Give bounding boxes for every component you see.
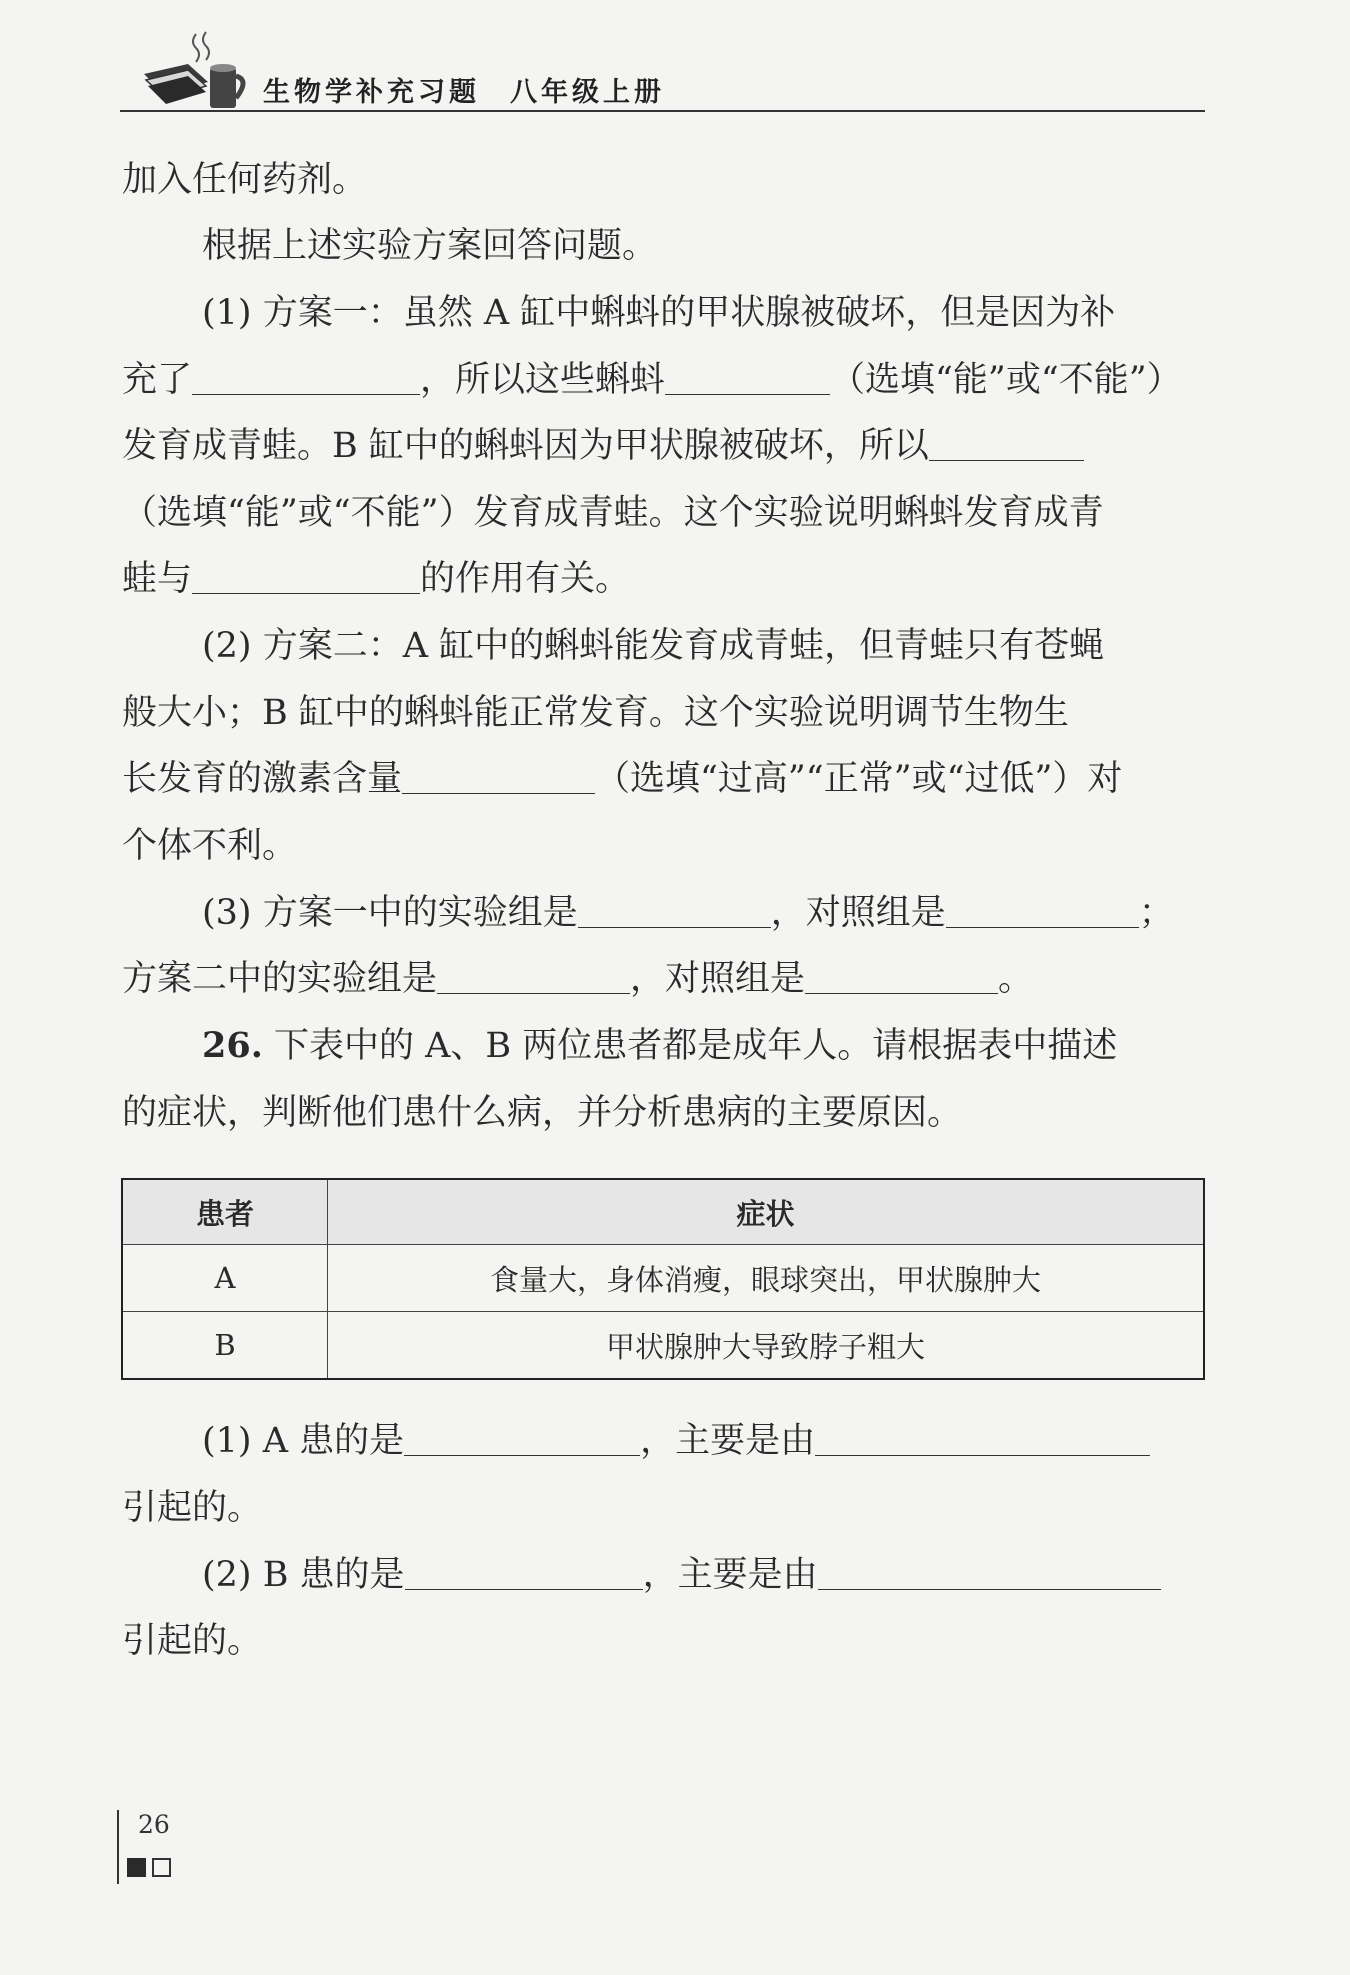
symptom-cell: 甲状腺肿大导致脖子粗大 (328, 1312, 1205, 1380)
question-26-stem: 的症状，判断他们患什么病，并分析患病的主要原因。 (122, 1093, 963, 1133)
sub-question-1: 引起的。 (122, 1488, 263, 1528)
answer-blank[interactable] (818, 1559, 1161, 1590)
question-2-line: 长发育的激素含量 （选填“过高”“正常”或“过低”）对 (122, 759, 1123, 799)
table-row (122, 1312, 1204, 1380)
question-1-line: (1) 方案一：虽然 A 缸中蝌蚪的甲状腺被破坏，但是因为补 (202, 293, 1116, 333)
answer-blank[interactable] (402, 763, 595, 794)
sub-question-1: (1) A 患的是 ，主要是由 (202, 1421, 1287, 1461)
answer-blank[interactable] (404, 1425, 640, 1456)
books-and-cup-icon (144, 28, 256, 114)
question-3-line: (3) 方案一中的实验组是 ，对照组是 ； (202, 893, 1174, 933)
instruction-line: 根据上述实验方案回答问题。 (202, 226, 658, 266)
question-26-stem: 26. 下表中的 A、B 两位患者都是成年人。请根据表中描述 (202, 1025, 1118, 1066)
answer-blank[interactable] (929, 430, 1084, 461)
question-1-line: 蛙与 的作用有关。 (122, 559, 631, 599)
table-header-row (122, 1179, 1204, 1245)
answer-blank[interactable] (192, 563, 420, 594)
answer-blank[interactable] (665, 364, 830, 395)
question-2-line: 般大小；B 缸中的蝌蚪能正常发育。这个实验说明调节生物生 (122, 693, 1069, 733)
answer-blank[interactable] (405, 1559, 643, 1590)
answer-blank[interactable] (437, 963, 630, 994)
question-3-line: 方案二中的实验组是 ，对照组是 。 (122, 959, 1034, 999)
symptom-cell: 食量大，身体消瘦，眼球突出，甲状腺肿大 (328, 1245, 1205, 1312)
question-2-line: (2) 方案二：A 缸中的蝌蚪能发育成青蛙，但青蛙只有苍蝇 (202, 626, 1105, 666)
column-header-symptom: 症状 (328, 1179, 1205, 1245)
answer-blank[interactable] (805, 963, 998, 994)
header-rule (120, 110, 1205, 112)
header-title (263, 70, 665, 109)
grade-volume: 八年级上册 (510, 77, 665, 108)
question-number: 26. (202, 1025, 263, 1066)
empty-square-icon (152, 1858, 171, 1877)
page-header (120, 20, 1205, 112)
page-number: 26 (138, 1810, 170, 1839)
answer-blank[interactable] (815, 1425, 1150, 1456)
symptom-table (121, 1178, 1205, 1380)
patient-cell: A (122, 1245, 328, 1312)
footer-rule (117, 1810, 119, 1884)
text-line: 加入任何药剂。 (122, 160, 368, 200)
answer-blank[interactable] (578, 897, 771, 928)
question-1-line: （选填“能”或“不能”）发育成青蛙。这个实验说明蝌蚪发育成青 (122, 493, 1104, 533)
book-title: 生物学补充习题 (263, 77, 480, 108)
patient-cell: B (122, 1312, 328, 1380)
question-1-line: 发育成青蛙。B 缸中的蝌蚪因为甲状腺被破坏，所以 (122, 426, 1207, 466)
answer-blank[interactable] (946, 897, 1139, 928)
answer-blank[interactable] (192, 364, 420, 395)
table-row (122, 1245, 1204, 1312)
question-1-line: 充了 ，所以这些蝌蚪 （选填“能”或“不能”） (122, 360, 1182, 400)
question-2-line: 个体不利。 (122, 826, 298, 866)
sub-question-2: (2) B 患的是 ，主要是由 (202, 1555, 1287, 1595)
sub-question-2: 引起的。 (122, 1621, 263, 1661)
filled-square-icon (127, 1858, 146, 1877)
column-header-patient: 患者 (122, 1179, 328, 1245)
